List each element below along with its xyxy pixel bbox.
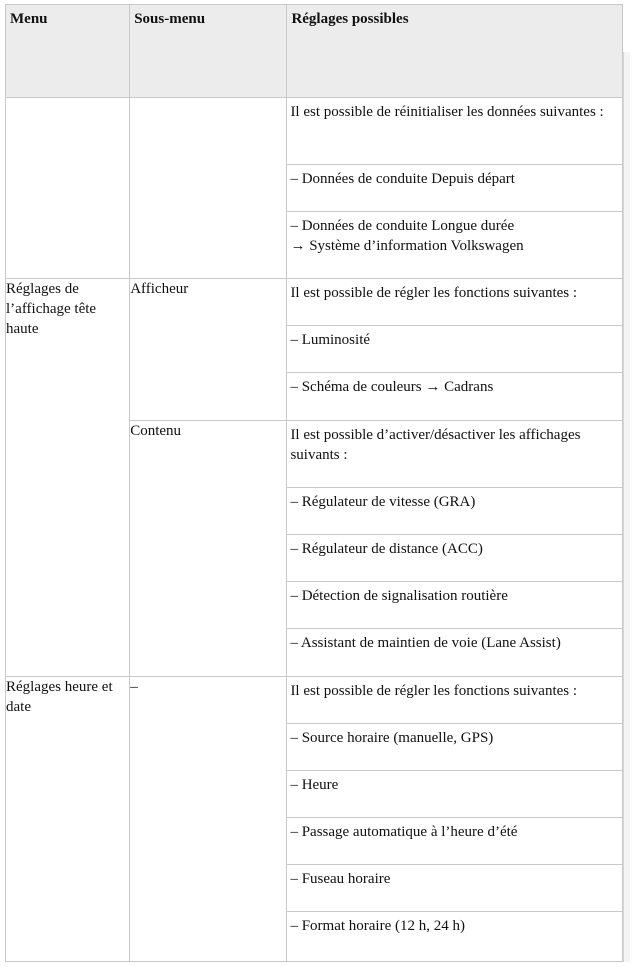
setting-item: – Données de conduite Depuis départ [287,165,622,212]
submenu-cell: Contenu [130,421,287,677]
header-submenu: Sous-menu [130,5,287,98]
setting-item: – Heure [287,771,622,818]
setting-item: Il est possible de réinitialiser les données suivantes : [287,98,622,165]
setting-item: Il est possible de régler les fonctions suivantes : [287,279,622,326]
setting-item: – Luminosité [287,326,622,373]
settings-table [5,4,623,962]
setting-item: – Régulateur de distance (ACC) [287,535,622,582]
menu-cell: Réglages de l’affichage tête haute [6,279,130,677]
menu-cell [6,98,130,279]
submenu-cell [130,98,287,279]
submenu-cell: Afficheur [130,279,287,421]
settings-cell [287,279,623,421]
menu-cell: Réglages heure et date [6,677,130,962]
submenu-cell: – [130,677,287,962]
setting-item: – Format horaire (12 h, 24 h) [290,918,465,934]
settings-cell [287,677,623,962]
setting-item: – Source horaire (manuelle, GPS) [287,724,622,771]
table-row [6,98,623,279]
scrollbar-track[interactable] [623,52,630,962]
setting-item: – Régulateur de vitesse (GRA) [287,488,622,535]
header-menu: Menu [6,5,130,98]
setting-item: – Passage automatique à l’heure d’été [287,818,622,865]
table-header-row [6,5,623,98]
table-row [6,279,623,421]
setting-item: – Schéma de couleurs → Cadrans [290,379,494,395]
setting-item: – Détection de signalisation routière [287,582,622,629]
setting-item: – Assistant de maintien de voie (Lane Assist) [290,635,561,651]
setting-item: – Fuseau horaire [287,865,622,912]
setting-item: – Données de conduite Longue durée → Système d’information Volkswagen [290,218,524,254]
setting-item: Il est possible de régler les fonctions suivantes : [287,677,622,724]
settings-cell [287,421,623,677]
header-settings: Réglages possibles [287,5,623,98]
settings-cell [287,98,623,279]
setting-item: Il est possible d’activer/désactiver les affichages suivants : [287,421,622,488]
table-row [6,677,623,962]
